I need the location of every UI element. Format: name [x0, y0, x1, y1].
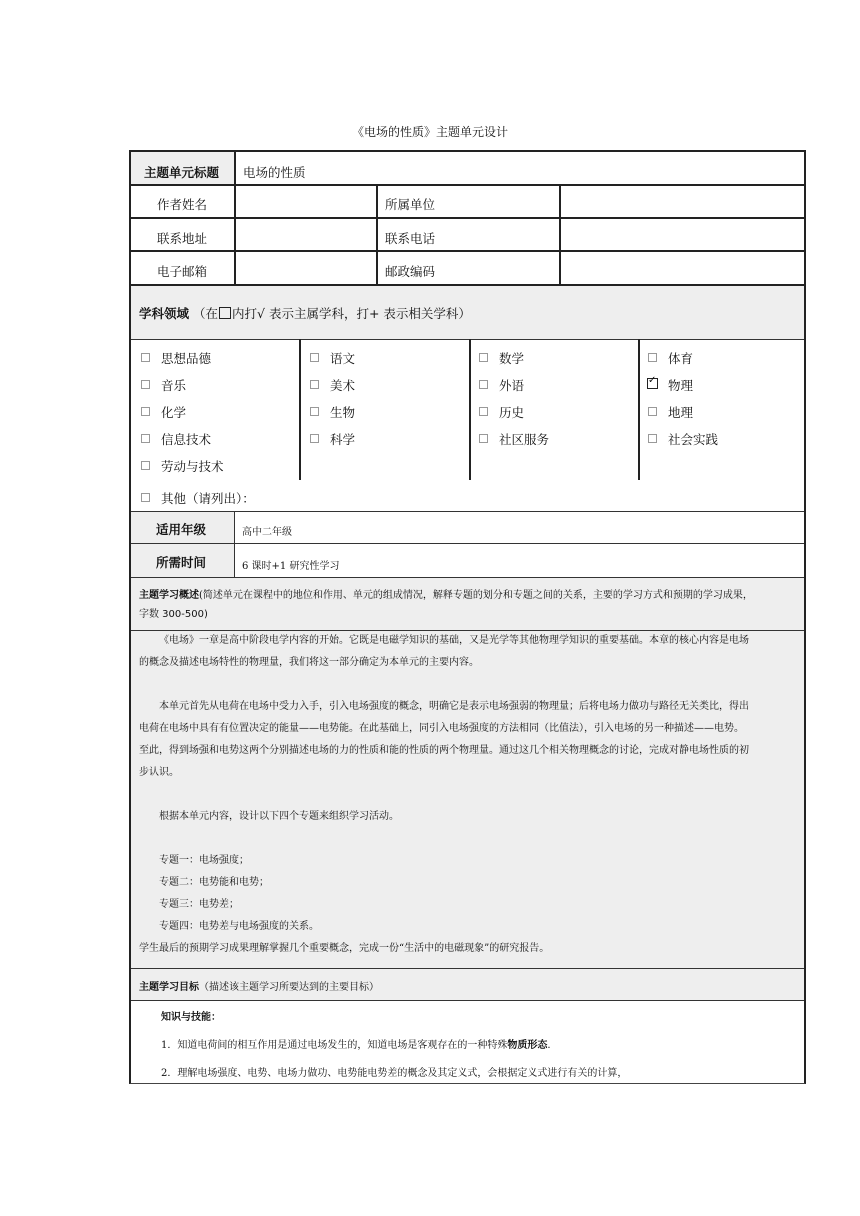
checkbox-foreign-lang[interactable] [479, 380, 488, 389]
goal-item-1-text: 1．知道电荷间的相互作用是通过电场发生的，知道电场是客观存在的一种特殊 [161, 1040, 508, 1051]
goals-desc: （描述该主题学习所要达到的主要目标） [199, 982, 379, 993]
checkbox-social-practice[interactable] [648, 434, 657, 443]
goal-item-1-bold: 物质形态 [507, 1040, 548, 1051]
checkbox-chinese[interactable] [310, 353, 319, 362]
phone-label: 联系电话 [385, 231, 436, 246]
subject-other: 其他（请列出）： [161, 491, 255, 506]
time-value: 6 课时+1 研究性学习 [242, 561, 340, 572]
goals-body [161, 1004, 791, 1088]
checkbox-geography[interactable] [648, 407, 657, 416]
email-field[interactable] [236, 253, 374, 282]
grade-value: 高中二年级 [242, 527, 292, 538]
author-name-field[interactable] [236, 187, 374, 215]
address-label: 联系地址 [157, 231, 208, 246]
subject-geography: 地理 [668, 405, 694, 420]
overview-p2-line4: 步认识。 [139, 767, 179, 778]
subject-history: 历史 [499, 405, 525, 420]
overview-result: 学生最后的预期学习成果理解掌握几个重要概念，完成一份“生活中的电磁现象”的研究报告。 [139, 943, 550, 954]
subject-labor-tech: 劳动与技术 [161, 459, 224, 474]
overview-label: 主题学习概述 [139, 590, 199, 601]
subject-ethics: 思想品德 [161, 351, 212, 366]
checkbox-history[interactable] [479, 407, 488, 416]
overview-p1-line1: 《电场》一章是高中阶段电学内容的开始。它既是电磁学知识的基础，又是光学等其他物理学知识的重要基础。本章的核心内容是电场 [159, 635, 749, 646]
postcode-field[interactable] [561, 253, 801, 282]
subject-social-practice: 社会实践 [668, 432, 719, 447]
checkbox-art[interactable] [310, 380, 319, 389]
checkbox-sample-icon [219, 307, 231, 319]
overview-p3: 根据本单元内容，设计以下四个专题来组织学习活动。 [159, 811, 399, 822]
overview-header [139, 586, 753, 624]
subject-chinese: 语文 [330, 351, 356, 366]
overview-topic-1: 专题一：电场强度； [159, 855, 249, 866]
design-table [129, 150, 806, 1084]
subject-community: 社区服务 [499, 432, 550, 447]
goals-label: 主题学习目标 [139, 982, 199, 993]
postcode-label: 邮政编码 [385, 264, 436, 279]
subject-pe: 体育 [668, 351, 694, 366]
email-label: 电子邮箱 [157, 264, 208, 279]
subject-music: 音乐 [161, 378, 187, 393]
author-name-label: 作者姓名 [157, 197, 208, 212]
topic-title-value: 电场的性质 [243, 165, 306, 180]
overview-desc: (简述单元在课程中的地位和作用、单元的组成情况，解释专题的划分和专题之间的关系，主要的学习方式和预期的学习成果， [199, 590, 753, 601]
checkbox-science[interactable] [310, 434, 319, 443]
checkbox-music[interactable] [141, 380, 150, 389]
overview-p2-line2: 电荷在电场中具有有位置决定的能量——电势能。在此基础上，同引入电场强度的方法相同（比值法），引入电场的另一种描述——电势。 [139, 723, 744, 734]
subject-physics: 物理 [668, 378, 694, 393]
goal-item-1-end: . [547, 1040, 551, 1051]
subject-area-label: 学科领域 [139, 306, 190, 321]
subject-area-header [139, 304, 471, 322]
subject-art: 美术 [330, 378, 356, 393]
overview-p2-line3: 至此，得到场强和电势这两个分别描述电场的力的性质和能的性质的两个物理量。通过这几个相关物理概念的讨论，完成对静电场性质的初 [139, 745, 749, 756]
checkbox-community[interactable] [479, 434, 488, 443]
time-label: 所需时间 [156, 555, 207, 570]
subject-science: 科学 [330, 432, 356, 447]
checkbox-biology[interactable] [310, 407, 319, 416]
unit-field[interactable] [561, 187, 801, 215]
goals-header [139, 978, 379, 993]
overview-topic-4: 专题四：电势差与电场强度的关系。 [159, 921, 319, 932]
grade-label: 适用年级 [156, 522, 207, 537]
overview-p2-line1: 本单元首先从电荷在电场中受力入手，引入电场强度的概念，明确它是表示电场强弱的物理量；后将电场力做功与路径无关类比，得出 [159, 701, 749, 712]
overview-p1-line2: 的概念及描述电场特性的物理量，我们将这一部分确定为本单元的主要内容。 [139, 657, 479, 668]
address-field[interactable] [236, 220, 374, 248]
phone-field[interactable] [561, 220, 801, 248]
checkbox-math[interactable] [479, 353, 488, 362]
unit-label: 所属单位 [385, 197, 436, 212]
checkbox-ethics[interactable] [141, 353, 150, 362]
document-title: 《电场的性质》主题单元设计 [351, 125, 508, 139]
subject-biology: 生物 [330, 405, 356, 420]
checkbox-it[interactable] [141, 434, 150, 443]
checkbox-other[interactable] [141, 493, 150, 502]
subject-chemistry: 化学 [161, 405, 187, 420]
overview-topic-2: 专题二：电势能和电势； [159, 877, 269, 888]
checkbox-chemistry[interactable] [141, 407, 150, 416]
checkbox-pe[interactable] [648, 353, 657, 362]
checkbox-labor-tech[interactable] [141, 461, 150, 470]
overview-topic-3: 专题三：电势差； [159, 899, 239, 910]
subject-foreign-lang: 外语 [499, 378, 525, 393]
goal-item-2: 2．理解电场强度、电势、电场力做功、电势能电势差的概念及其定义式，会根据定义式进行有关的计算， [161, 1068, 628, 1079]
overview-word-count: 字数 300-500) [139, 609, 208, 620]
subject-note: 内打√ 表示主属学科，打+ 表示相关学科） [232, 306, 471, 321]
checkbox-physics-checked[interactable] [647, 378, 658, 389]
topic-title-label: 主题单元标题 [144, 165, 220, 180]
subject-note-pre: （在 [193, 306, 219, 321]
overview-body [139, 630, 799, 960]
subject-it: 信息技术 [161, 432, 212, 447]
goal-item-1 [161, 1032, 791, 1060]
knowledge-skills-label: 知识与技能： [161, 1012, 221, 1023]
subject-math: 数学 [499, 351, 525, 366]
